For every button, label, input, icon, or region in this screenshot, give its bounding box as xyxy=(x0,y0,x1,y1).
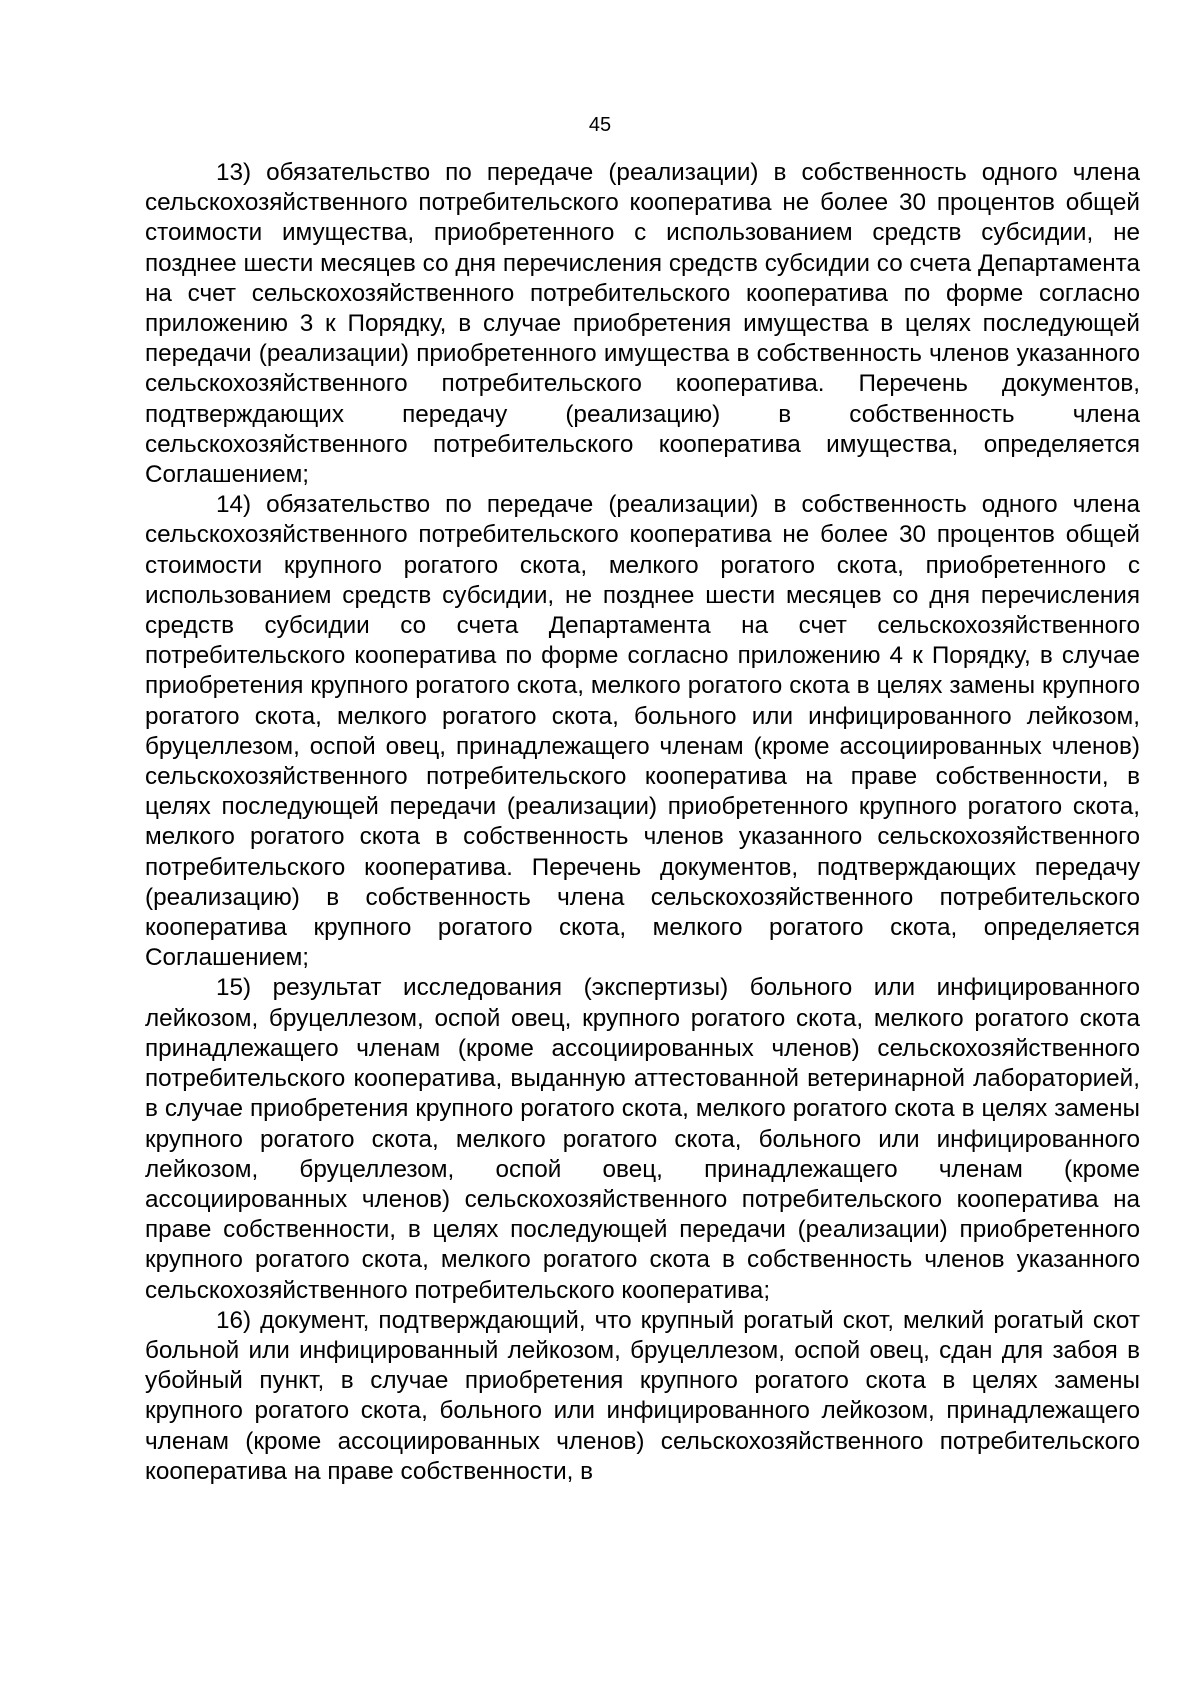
paragraph-item-13: 13) обязательство по передаче (реализации) в собственность одного члена сельскохозяйственного потребительского кооператива не более 30 процентов общей стоимости имущества, приобретенного с использованием средств субсидии, не позднее шести месяцев со дня перечисления средств субсидии со счета Департамента на счет сельскохозяйственного потребительского кооператива по форме согласно приложению 3 к Порядку, в случае приобретения имущества в целях последующей передачи (реализации) приобретенного имущества в собственность членов указанного сельскохозяйственного потребительского кооператива. Перечень документов, подтверждающих передачу (реализацию) в собственность члена сельскохозяйственного потребительского кооператива имущества, определяется Соглашением; xyxy=(145,159,1140,489)
page-number: 45 xyxy=(588,114,612,136)
paragraph-item-16: 16) документ, подтверждающий, что крупный рогатый скот, мелкий рогатый скот больной или инфицированный лейкозом, бруцеллезом, оспой овец, сдан для забоя в убойный пункт, в случае приобретения крупного рогатого скота в целях замены крупного рогатого скота, больного или инфицированного лейкозом, принадлежащего членам (кроме ассоциированных членов) сельскохозяйственного потребительского кооператива на праве собственности, в xyxy=(145,1306,1140,1485)
paragraph-item-15: 15) результат исследования (экспертизы) больного или инфицированного лейкозом, бруцеллезом, оспой овец, крупного рогатого скота, мелкого рогатого скота принадлежащего членам (кроме ассоциированных членов) сельскохозяйственного потребительского кооператива, выданную аттестованной ветеринарной лабораторией, в случае приобретения крупного рогатого скота, мелкого рогатого скота в целях замены крупного рогатого скота, мелкого рогатого скота, больного или инфицированного лейкозом, бруцеллезом, оспой овец, принадлежащего членам (кроме ассоциированных членов) сельскохозяйственного потребительского кооператива на праве собственности, в целях последующей передачи (реализации) приобретенного крупного рогатого скота, мелкого рогатого скота в собственность членов указанного сельскохозяйственного потребительского кооператива; xyxy=(145,974,1140,1304)
paragraph-item-14: 14) обязательство по передаче (реализации) в собственность одного члена сельскохозяйственного потребительского кооператива не более 30 процентов общей стоимости крупного рогатого скота, мелкого рогатого скота, приобретенного с использованием средств субсидии, не позднее шести месяцев со дня перечисления средств субсидии со счета Департамента на счет сельскохозяйственного потребительского кооператива по форме согласно приложению 4 к Порядку, в случае приобретения крупного рогатого скота, мелкого рогатого скота в целях замены крупного рогатого скота, мелкого рогатого скота, больного или инфицированного лейкозом, бруцеллезом, оспой овец, принадлежащего членам (кроме ассоциированных членов) сельскохозяйственного потребительского кооператива на праве собственности, в целях последующей передачи (реализации) приобретенного крупного рогатого скота, мелкого рогатого скота в собственность членов указанного сельскохозяйственного потребительского кооператива. Перечень документов, подтверждающих передачу (реализацию) в собственность члена сельскохозяйственного потребительского кооператива крупного рогатого скота, мелкого рогатого скота, определяется Соглашением; xyxy=(145,491,1140,972)
document-body xyxy=(145,158,1140,1487)
